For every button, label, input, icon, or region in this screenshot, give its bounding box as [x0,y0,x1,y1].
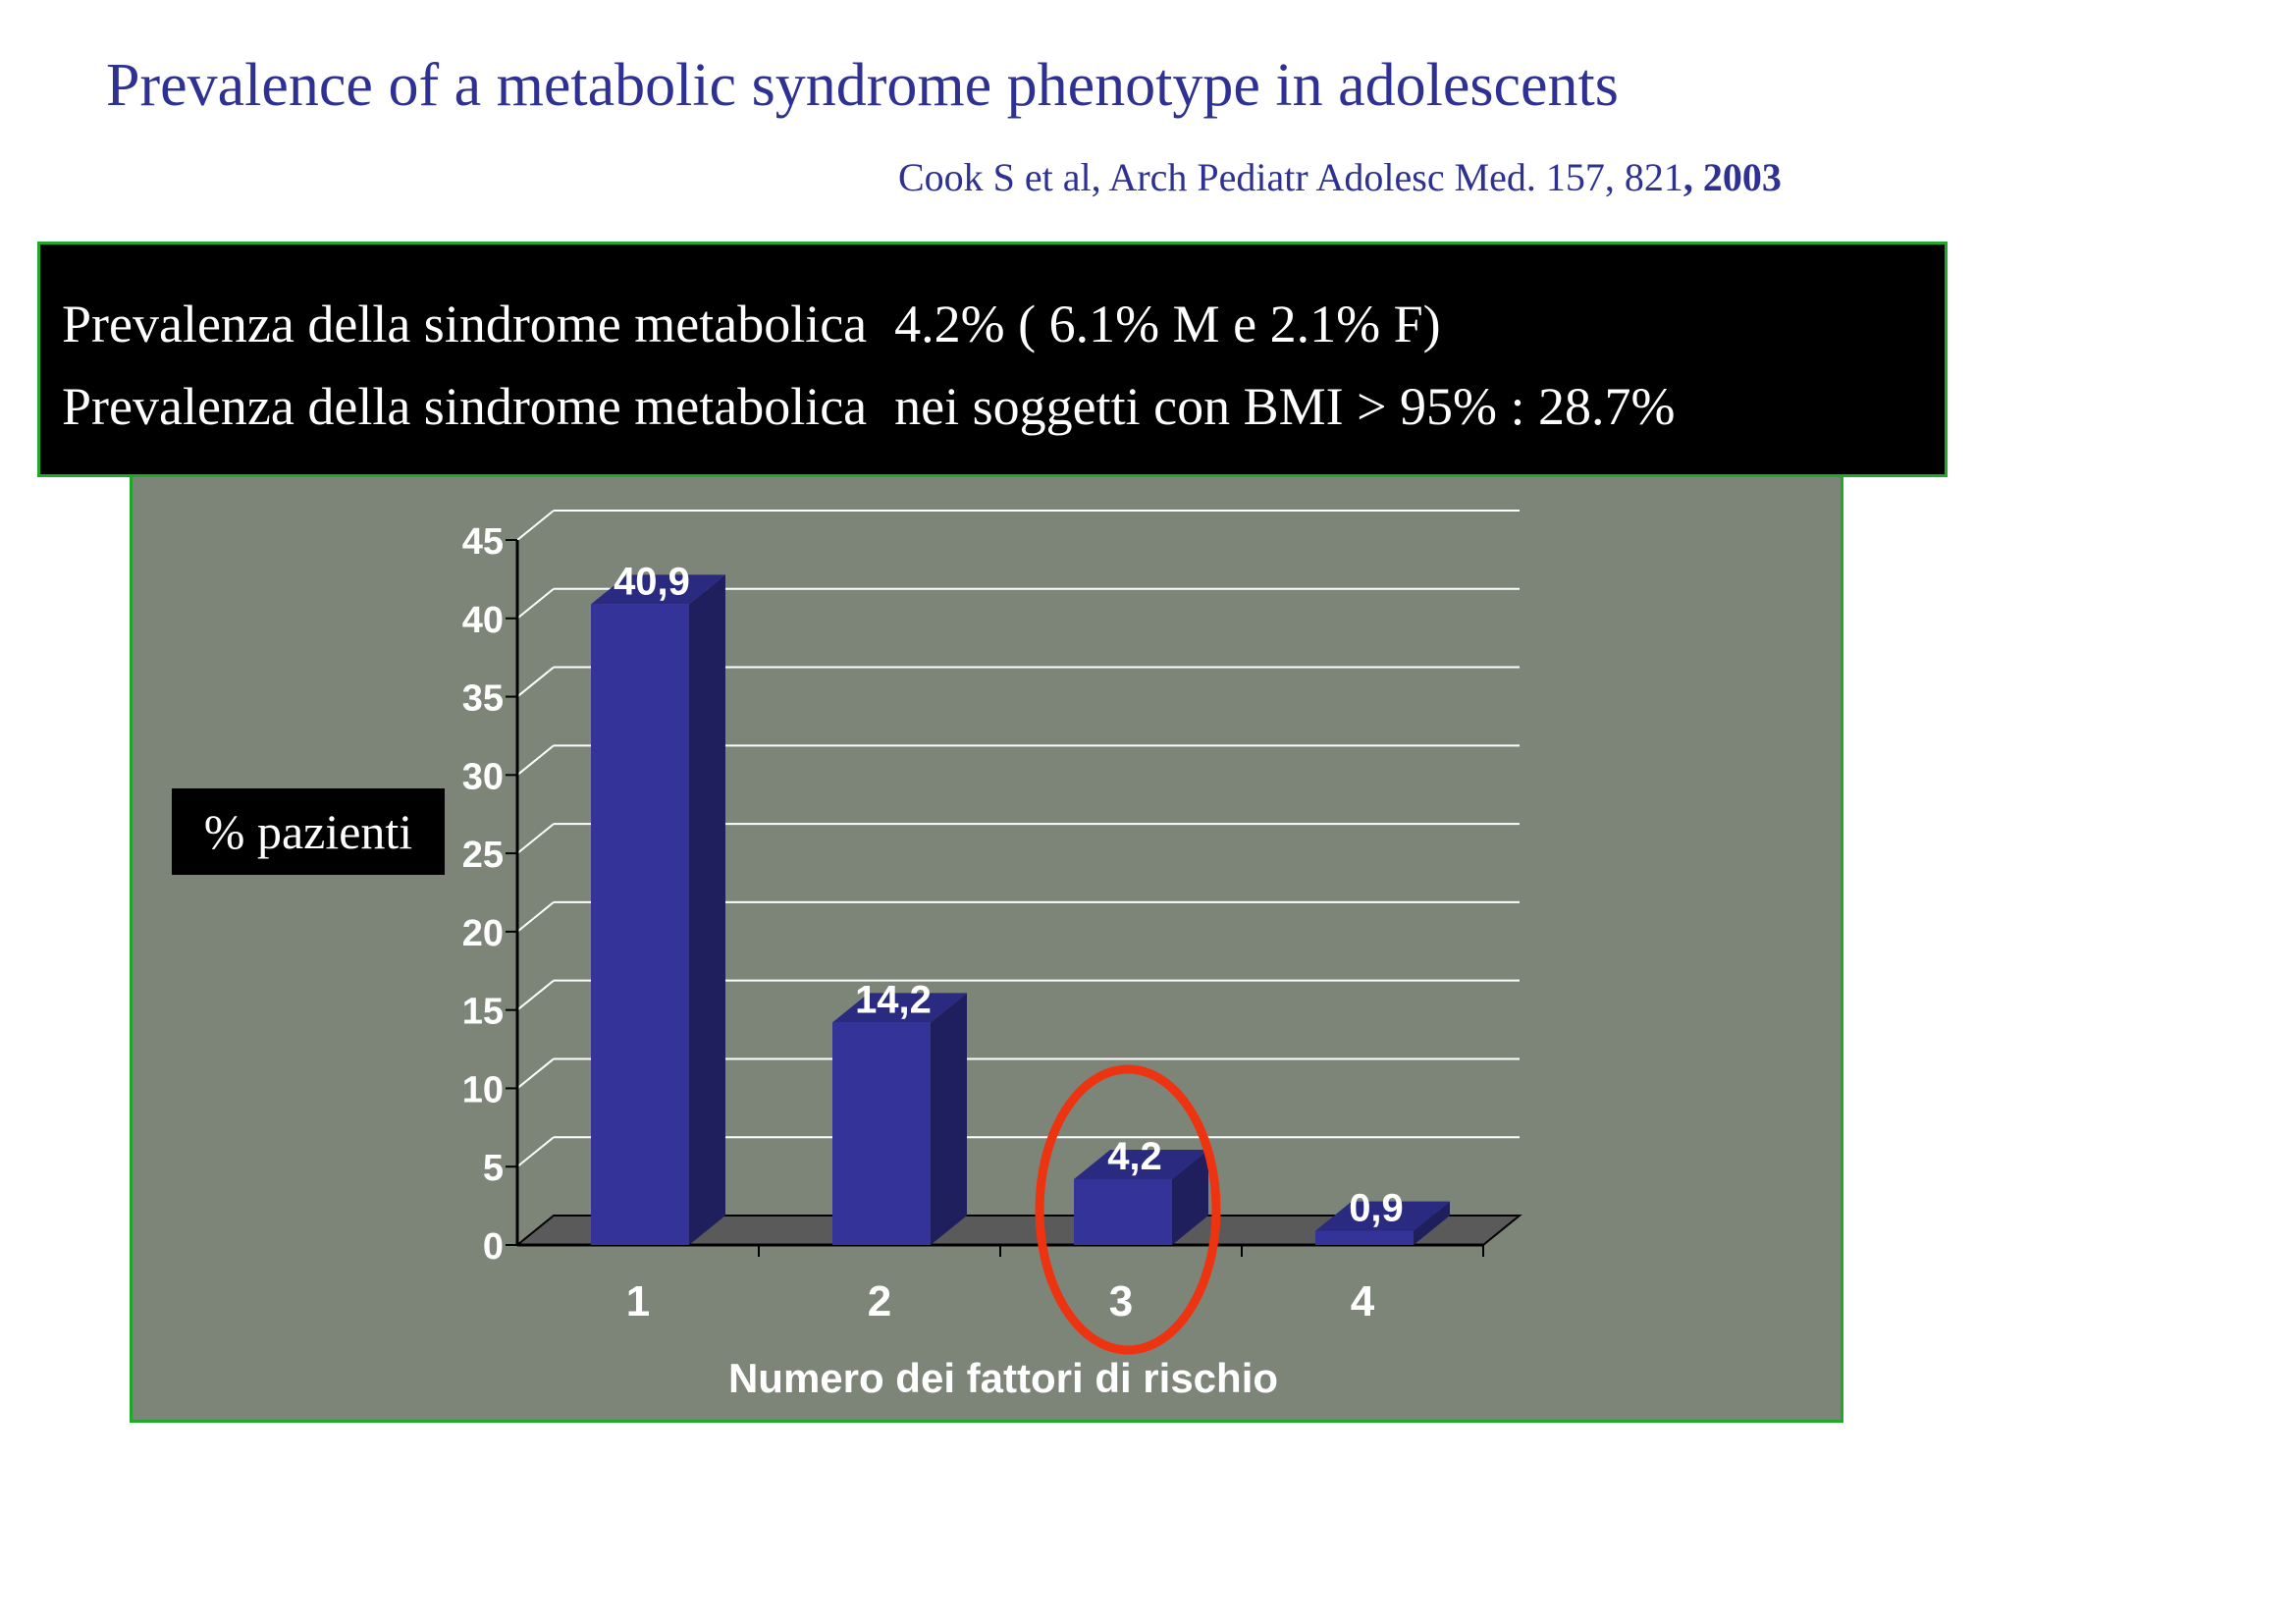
y-tick-label: 10 [461,1069,504,1111]
gridline-diagonal [517,981,554,1010]
x-axis-label: Numero dei fattori di rischio [727,1355,1279,1401]
x-tick-label: 2 [867,1277,892,1325]
gridline-diagonal [517,745,554,775]
value-label: 4,2 [1107,1134,1162,1178]
y-tick-label: 25 [461,835,504,877]
gridline-diagonal [517,589,554,619]
y-tick-label: 5 [482,1148,504,1190]
bar-side [689,574,725,1245]
citation-year: , 2003 [1682,155,1782,199]
gridline-diagonal [517,824,554,853]
gridline-diagonal [517,511,554,540]
y-tick-labels [462,521,504,1268]
y-tick-label: 45 [461,521,504,563]
bars [591,574,1450,1245]
citation-text: Cook S et al, Arch Pediatr Adolesc Med. 157, 821 [898,155,1683,199]
value-label: 0,9 [1349,1186,1404,1230]
gridline-diagonal [517,1137,554,1166]
bar-side [931,993,967,1245]
value-label: 40,9 [614,560,690,604]
bar-front [1315,1231,1414,1245]
y-tick-label: 40 [461,599,504,641]
y-tick-label: 20 [461,912,504,954]
y-tick-label: 35 [461,677,504,720]
y-tick-label: 30 [461,756,504,798]
gridline-diagonal [517,902,554,932]
info-line-1-left: Prevalenza della sindrome metabolica [62,295,868,353]
bar-front [591,604,689,1245]
value-labels [614,560,1404,1229]
info-line-2-left: Prevalenza della sindrome metabolica [62,377,868,436]
gridline-diagonal [517,1058,554,1088]
x-tick-label: 1 [625,1277,651,1325]
info-line-1-right: 4.2% ( 6.1% M e 2.1% F) [894,295,1441,353]
x-tick-labels [626,1277,1375,1325]
bar-front [832,1022,931,1245]
y-axis-label: % pazienti [172,788,445,875]
value-label: 14,2 [855,978,932,1022]
y-tick-label: 0 [482,1226,504,1268]
gridline-diagonal [517,668,554,697]
slide-title: Prevalence of a metabolic syndrome phenotype in adolescents [106,52,1619,119]
info-line-2-right: nei soggetti con BMI > 95% : 28.7% [894,377,1676,436]
y-tick-label: 15 [461,991,504,1033]
x-tick-label: 4 [1350,1277,1375,1325]
x-tick-label: 3 [1108,1277,1134,1325]
bar-front [1074,1179,1172,1245]
